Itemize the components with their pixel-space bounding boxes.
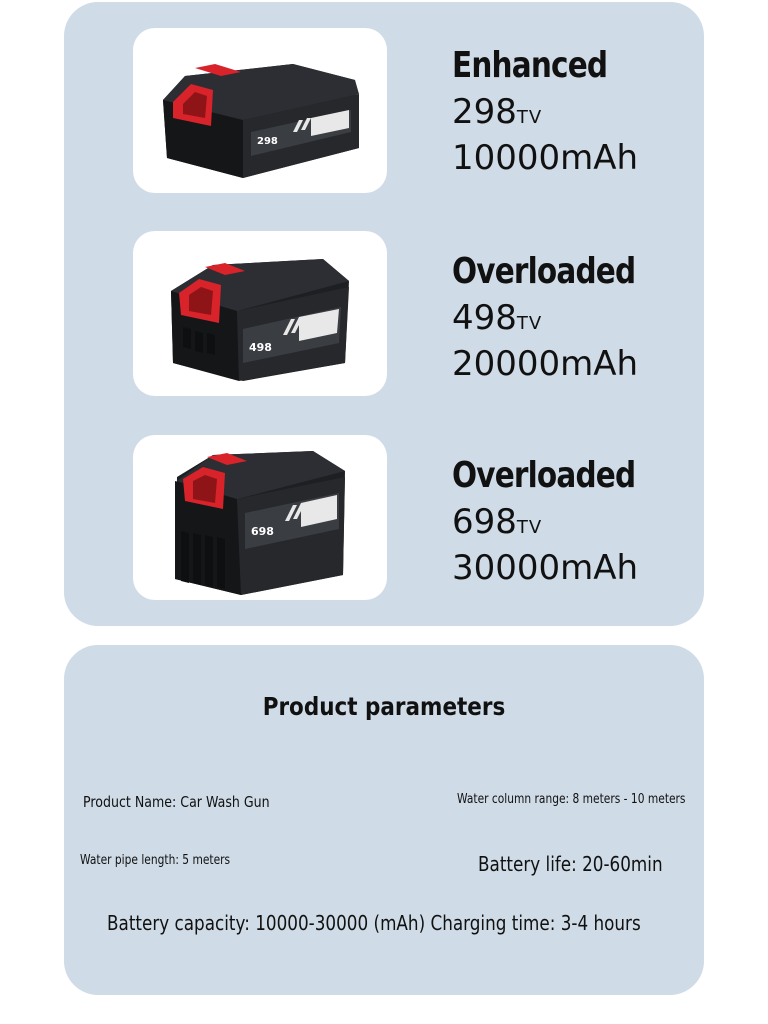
battery-image-card-698[interactable] — [133, 435, 387, 600]
battery-698-model-label: 698 — [251, 525, 274, 538]
tier-label: Overloaded — [452, 251, 636, 292]
param-water-column-range: Water column range: 8 meters - 10 meters — [457, 792, 686, 807]
product-parameters-panel — [64, 645, 704, 995]
battery-298-model-label: 298 — [257, 136, 278, 147]
voltage-number: 498 — [452, 298, 517, 338]
param-water-pipe-length: Water pipe length: 5 meters — [80, 853, 231, 868]
spec-block-698 — [452, 456, 676, 588]
battery-options-panel — [64, 2, 704, 626]
tier-label: Overloaded — [452, 455, 636, 496]
param-battery-capacity-charging: Battery capacity: 10000-30000 (mAh) Charging time: 3-4 hours — [107, 911, 641, 935]
voltage-value — [452, 502, 676, 548]
voltage-value — [452, 92, 641, 138]
tier-label: Enhanced — [452, 45, 608, 86]
spec-block-298 — [452, 46, 641, 178]
capacity-value: 20000mAh — [452, 344, 639, 384]
spec-block-498 — [452, 252, 676, 384]
battery-698-image — [133, 435, 387, 600]
voltage-unit: TV — [516, 313, 543, 334]
battery-498-image — [133, 231, 387, 396]
capacity-value: 10000mAh — [452, 138, 639, 178]
battery-498-model-label: 498 — [249, 341, 272, 354]
battery-image-card-298[interactable] — [133, 28, 387, 193]
voltage-number: 298 — [452, 92, 517, 132]
voltage-value — [452, 298, 676, 344]
battery-image-card-498[interactable] — [133, 231, 387, 396]
parameters-title: Product parameters — [262, 692, 506, 721]
battery-298-image — [133, 28, 387, 193]
voltage-number: 698 — [452, 502, 517, 542]
voltage-unit: TV — [516, 107, 543, 128]
param-battery-life: Battery life: 20-60min — [478, 852, 663, 876]
param-product-name: Product Name: Car Wash Gun — [83, 793, 270, 811]
voltage-unit: TV — [516, 517, 543, 538]
capacity-value: 30000mAh — [452, 548, 639, 588]
